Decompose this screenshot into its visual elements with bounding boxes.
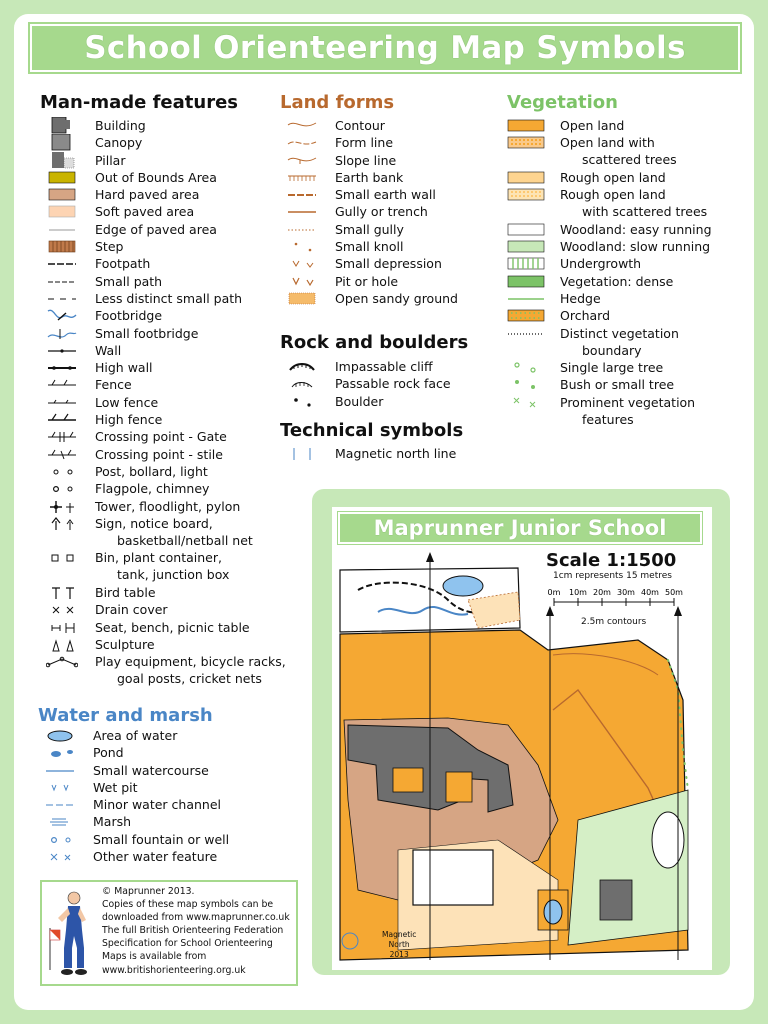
legend-label: Sign, notice board, (95, 515, 213, 531)
legend-item (40, 359, 286, 376)
credits-text (102, 885, 290, 977)
legend-item (40, 238, 286, 255)
legend-label: Edge of paved area (95, 221, 217, 237)
footbridge-icon (40, 307, 84, 324)
legend-item (40, 203, 286, 220)
legend-item (504, 394, 712, 429)
water-list (38, 727, 229, 865)
scale-note: 1cm represents 15 metres (553, 571, 672, 581)
school-title: Maprunner Junior School (373, 516, 667, 540)
legend-item (280, 255, 458, 272)
legend-item (280, 169, 458, 186)
legend-item (280, 375, 451, 392)
legend-label: Impassable cliff (335, 359, 433, 374)
wall-icon (40, 342, 84, 359)
legend-label-continued: basketball/netball net (117, 532, 253, 548)
legend-label: Open land (560, 118, 625, 133)
small-gully-icon (280, 221, 324, 238)
credits-line: © Maprunner 2013. (102, 886, 195, 897)
legend-item (38, 744, 229, 761)
legend-item (40, 325, 286, 342)
large-tree-icon (504, 359, 548, 376)
legend-item (504, 221, 712, 238)
scale-tick-label: 10m (569, 588, 587, 597)
legend-label-continued: with scattered trees (582, 204, 708, 220)
low-fence-icon (40, 394, 84, 411)
legend-item (280, 393, 451, 410)
legend-label: Small knoll (335, 239, 404, 255)
legend-label: Small path (95, 273, 163, 289)
legend-item (40, 169, 286, 186)
legend-item (38, 831, 229, 848)
knoll-icon (280, 238, 324, 255)
scale-tick-label: 50m (665, 588, 683, 597)
small-path-icon (40, 273, 84, 290)
credits-line: Maps is available from (102, 951, 207, 963)
legend-item (504, 238, 712, 255)
gate-icon (40, 428, 84, 445)
legend-label: Open sandy ground (335, 290, 458, 306)
bush-icon (504, 376, 548, 393)
legend-item (504, 359, 712, 376)
other-water-icon (38, 848, 82, 865)
open-land-trees-icon (504, 134, 548, 151)
magnetic-north-line-1: Magnetic (382, 930, 417, 939)
legend-label: Other water feature (93, 849, 218, 865)
flagpole-icon (40, 480, 84, 497)
legend-label: Form line (335, 135, 394, 151)
seat-icon (40, 619, 84, 636)
runner-illustration (44, 888, 96, 980)
footpath-icon (40, 255, 84, 272)
legend-item (504, 290, 712, 307)
legend-item (280, 203, 458, 220)
legend-label: Sculpture (95, 636, 155, 652)
legend-label: Rough open land (560, 169, 666, 185)
paved-edge-icon (40, 221, 84, 238)
legend-item (38, 762, 229, 779)
hard-paved-icon (40, 186, 84, 203)
credits-line: Copies of these map symbols can be (102, 899, 274, 911)
legend-item (40, 134, 286, 151)
map-garden-clearing (652, 812, 684, 868)
step-icon (40, 238, 84, 255)
slope-line-icon (280, 152, 324, 169)
legend-item (40, 290, 286, 307)
form-line-icon (280, 134, 324, 151)
legend-label: Wet pit (93, 779, 138, 795)
less-distinct-path-icon (40, 290, 84, 307)
legend-label: Marsh (93, 814, 132, 830)
scale-bar (546, 586, 706, 614)
legend-item (280, 152, 458, 169)
boulder-icon (280, 393, 324, 410)
drain-cover-icon (40, 601, 84, 618)
legend-label: Footpath (95, 256, 151, 272)
contour-icon (280, 117, 324, 134)
fence-icon (40, 376, 84, 393)
title-banner (30, 24, 740, 72)
legend-label: Out of Bounds Area (95, 169, 217, 185)
legend-label: Earth bank (335, 169, 404, 185)
woodland-slow-icon (504, 238, 548, 255)
high-wall-icon (40, 359, 84, 376)
legend-label: Canopy (95, 135, 143, 151)
legend-item (40, 273, 286, 290)
legend-item (40, 515, 286, 550)
legend-item (40, 221, 286, 238)
legend-label: Crossing point - Gate (95, 429, 227, 445)
legend-label: Tower, floodlight, pylon (95, 498, 241, 514)
legend-label: Slope line (335, 152, 397, 168)
map-courtyard-1 (393, 768, 423, 792)
legend-item (280, 273, 458, 290)
rough-open-trees-icon (504, 186, 548, 203)
gully-icon (280, 203, 324, 220)
legend-label: Single large tree (560, 360, 664, 376)
section-title-vegetation: Vegetation (507, 92, 618, 113)
magnetic-north-line-3: 2013 (389, 950, 409, 959)
legend-label: Pillar (95, 152, 126, 168)
legend-item (40, 342, 286, 359)
credits-line: Specification for School Orienteering (102, 938, 273, 950)
legend-label: Undergrowth (560, 256, 642, 272)
legend-label-continued: boundary (582, 342, 642, 358)
fountain-icon (38, 831, 82, 848)
rock-list (280, 358, 451, 410)
legend-label: Rough open land (560, 187, 666, 203)
undergrowth-icon (504, 255, 548, 272)
map-small-building (600, 880, 632, 920)
credits-line: www.britishorienteering.org.uk (102, 964, 246, 976)
legend-label: Step (95, 239, 124, 255)
map-courtyard-2 (446, 772, 472, 802)
legend-item (504, 325, 712, 360)
pond-icon (38, 744, 82, 761)
legend-label: Less distinct small path (95, 290, 243, 306)
legend-item (40, 255, 286, 272)
credits-line: The full British Orienteering Federation (102, 925, 284, 937)
legend-label: Bird table (95, 585, 156, 601)
legend-item (40, 636, 286, 653)
technical-list (280, 445, 456, 462)
scale-tick-label: 30m (617, 588, 635, 597)
legend-label: Pit or hole (335, 273, 399, 289)
post-icon (40, 463, 84, 480)
legend-item (504, 186, 712, 221)
landforms-list (280, 117, 458, 307)
legend-item (40, 584, 286, 601)
legend-label: Contour (335, 118, 385, 133)
building-icon (40, 117, 84, 134)
legend-item (40, 619, 286, 636)
legend-item (280, 358, 451, 375)
legend-item (40, 549, 286, 584)
legend-label: Passable rock face (335, 376, 451, 392)
sandy-ground-icon (280, 290, 324, 307)
bin-icon (40, 549, 84, 566)
water-channel-icon (38, 796, 82, 813)
legend-item (40, 117, 286, 134)
watercourse-icon (38, 762, 82, 779)
legend-item (280, 117, 458, 134)
legend-label: Small footbridge (95, 325, 199, 341)
legend-item (38, 848, 229, 865)
legend-label: Distinct vegetation (560, 325, 679, 341)
legend-label: Woodland: slow running (560, 239, 711, 255)
map-pond (443, 576, 483, 596)
page-title: School Orienteering Map Symbols (84, 30, 686, 66)
magnetic-north-label (382, 930, 416, 960)
pillar-icon (40, 152, 84, 169)
contours-note: 2.5m contours (581, 617, 647, 627)
legend-label: Small gully (335, 221, 404, 237)
rock-face-icon (280, 375, 324, 392)
sculpture-icon (40, 636, 84, 653)
legend-item (40, 446, 286, 463)
sign-icon (40, 515, 84, 532)
school-title-banner (338, 512, 702, 544)
legend-item (280, 221, 458, 238)
marsh-icon (38, 813, 82, 830)
legend-label: Drain cover (95, 602, 168, 618)
legend-label: Bin, plant container, (95, 550, 222, 566)
legend-label: Boulder (335, 393, 384, 409)
vegetation-list (504, 117, 712, 428)
map-north-arrow-1 (426, 552, 434, 562)
cliff-icon (280, 358, 324, 375)
magnetic-north-line-2: North (388, 940, 410, 949)
legend-label: Footbridge (95, 308, 163, 324)
earth-wall-icon (280, 186, 324, 203)
legend-item (40, 653, 286, 688)
legend-item (504, 376, 712, 393)
legend-item (504, 255, 712, 272)
legend-label: Small watercourse (93, 762, 209, 778)
legend-item (280, 445, 456, 462)
tower-icon (40, 498, 84, 515)
hedge-icon (504, 290, 548, 307)
map-compass-icon (342, 933, 358, 949)
legend-label: Minor water channel (93, 797, 221, 813)
legend-item (40, 411, 286, 428)
legend-item (40, 498, 286, 515)
legend-label: Woodland: easy running (560, 221, 712, 237)
map-garden-pond (544, 900, 562, 924)
wet-pit-icon (38, 779, 82, 796)
woodland-easy-icon (504, 221, 548, 238)
legend-label: Play equipment, bicycle racks, (95, 654, 286, 670)
legend-label: Vegetation: dense (560, 273, 674, 289)
legend-label: Small fountain or well (93, 831, 230, 847)
legend-label: Magnetic north line (335, 446, 457, 461)
scale-label: Scale 1:1500 (546, 550, 677, 571)
stile-icon (40, 446, 84, 463)
vegetation-dense-icon (504, 273, 548, 290)
section-title-water: Water and marsh (38, 705, 213, 726)
depression-icon (280, 255, 324, 272)
legend-label: Crossing point - stile (95, 446, 223, 462)
scale-tick-label: 40m (641, 588, 659, 597)
legend-label: Building (95, 118, 146, 133)
legend-item (504, 134, 712, 169)
legend-label: Orchard (560, 308, 611, 324)
legend-label: Small depression (335, 256, 442, 272)
map-playground (413, 850, 493, 905)
legend-label-continued: tank, junction box (117, 567, 230, 583)
legend-label-continued: features (582, 411, 634, 427)
legend-item (40, 601, 286, 618)
legend-label: High wall (95, 360, 153, 376)
section-title-landforms: Land forms (280, 92, 395, 113)
legend-label: Gully or trench (335, 204, 428, 220)
north-line-icon (280, 445, 324, 462)
rough-open-icon (504, 169, 548, 186)
vegetation-boundary-icon (504, 325, 548, 342)
legend-label-continued: goal posts, cricket nets (117, 671, 262, 687)
small-footbridge-icon (40, 325, 84, 342)
legend-item (504, 117, 712, 134)
scale-tick-label: 20m (593, 588, 611, 597)
section-title-technical: Technical symbols (280, 420, 464, 441)
legend-label: Low fence (95, 394, 159, 410)
legend-label: Hard paved area (95, 187, 200, 203)
vegetation-feature-icon (504, 394, 548, 411)
legend-item (38, 727, 229, 744)
legend-label: High fence (95, 412, 163, 428)
legend-item (40, 463, 286, 480)
canopy-icon (40, 134, 84, 151)
legend-label: Post, bollard, light (95, 463, 208, 479)
legend-item (40, 428, 286, 445)
bird-table-icon (40, 584, 84, 601)
legend-label: Wall (95, 342, 122, 358)
legend-item (280, 134, 458, 151)
legend-label: Flagpole, chimney (95, 481, 210, 497)
legend-item (280, 186, 458, 203)
legend-label: Pond (93, 745, 124, 761)
legend-label: Fence (95, 377, 132, 393)
orchard-icon (504, 307, 548, 324)
legend-item (40, 307, 286, 324)
legend-item (40, 394, 286, 411)
pit-icon (280, 273, 324, 290)
legend-item (504, 307, 712, 324)
out-of-bounds-icon (40, 169, 84, 186)
legend-item (38, 796, 229, 813)
legend-label: Hedge (560, 290, 601, 306)
legend-item (504, 273, 712, 290)
legend-label: Prominent vegetation (560, 394, 696, 410)
legend-label: Open land with (560, 135, 655, 151)
legend-label-continued: scattered trees (582, 152, 677, 168)
water-area-icon (38, 727, 82, 744)
legend-item (280, 238, 458, 255)
section-title-manmade: Man-made features (40, 92, 239, 113)
legend-item (38, 813, 229, 830)
open-land-icon (504, 117, 548, 134)
legend-label: Area of water (93, 728, 178, 743)
legend-item (38, 779, 229, 796)
play-equipment-icon (40, 653, 84, 670)
legend-label: Small earth wall (335, 187, 436, 203)
legend-label: Seat, bench, picnic table (95, 619, 250, 635)
soft-paved-icon (40, 203, 84, 220)
section-title-rock: Rock and boulders (280, 332, 469, 353)
legend-item (504, 169, 712, 186)
legend-item (40, 186, 286, 203)
scale-tick-label: 0m (547, 588, 561, 597)
high-fence-icon (40, 411, 84, 428)
manmade-list (40, 117, 286, 688)
credits-line: downloaded from www.maprunner.co.uk (102, 912, 290, 924)
legend-label: Bush or small tree (560, 377, 675, 393)
legend-item (40, 376, 286, 393)
legend-item (40, 480, 286, 497)
earth-bank-icon (280, 169, 324, 186)
legend-label: Soft paved area (95, 204, 195, 220)
legend-item (40, 152, 286, 169)
legend-item (280, 290, 458, 307)
